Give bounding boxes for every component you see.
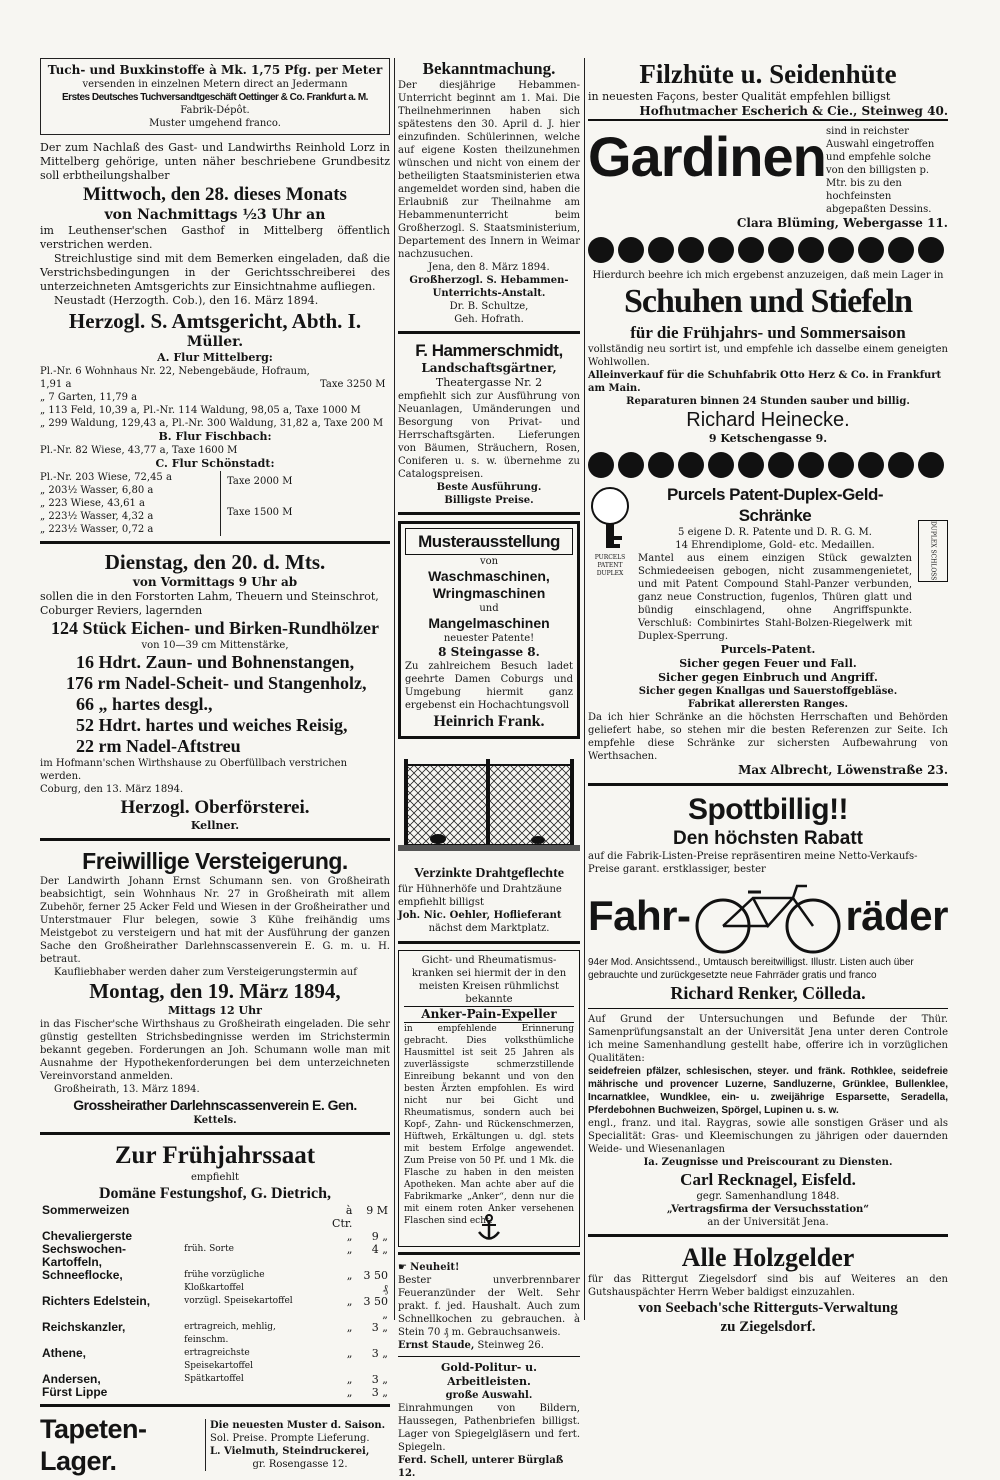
seed-unit: „: [346, 1295, 353, 1308]
seed-name: Sechswochen-Kartoffeln,: [42, 1242, 127, 1269]
purcel-sub1: 5 eigene D. R. Patente und D. R. G. M.: [678, 527, 872, 538]
seed-price: 4 „: [371, 1243, 388, 1256]
seed-row: [40, 1295, 390, 1321]
forst-date: Dienstag, den 20. d. Mts.: [104, 550, 326, 574]
heinecke-title: Schuhen und Stiefeln: [624, 283, 912, 320]
muster-sig: Heinrich Frank.: [433, 713, 545, 730]
gold-body: Einrahmungen von Bildern, Haussegen, Pathenbriefen billigst. Lager von Spiegelgläsern und fert. Spiegeln.: [398, 1403, 580, 1453]
renker-ad: [588, 792, 948, 1004]
saat-ad: [40, 1141, 390, 1399]
amtsgericht-authority: Herzogl. S. Amtsgericht, Abth. I.: [68, 309, 362, 333]
tuch-line4: Fabrik-Dépôt.: [180, 105, 250, 116]
seed-row: [40, 1386, 390, 1399]
heinecke-body: vollständig neu sortirt ist, und empfehle ich dasselbe einem geneigten Wohlwollen.: [588, 344, 948, 368]
heinecke-ad: [588, 269, 948, 446]
bekannt-dateline: Jena, den 8. März 1894.: [428, 262, 550, 273]
amtsgericht-time: von Nachmittags ½3 Uhr an: [104, 207, 326, 223]
divider: [588, 1008, 948, 1009]
purcel-claim: Purcels-Patent.: [720, 643, 816, 656]
seed-unit: „: [346, 1321, 353, 1334]
amtsgericht-notice: [40, 141, 390, 536]
versteigerung-notice: [40, 847, 390, 1127]
forst-item: 22 rm Nadel-Aftstreu: [76, 736, 241, 756]
saat-empfiehlt: empfiehlt: [190, 1172, 240, 1183]
amtsgericht-intro: Der zum Nachlaß des Gast- und Landwirths Reinhold Lorz in Mittelberg gehörige, unten näher beschriebene Grundbesitz soll erbtheilungshalber: [40, 141, 390, 182]
muster-l3: Mangelmaschinen: [428, 615, 550, 631]
flur-a-row: Pl.-Nr. 6 Wohnhaus Nr. 22, Nebengebäude, Hofraum, 1,91 a: [40, 366, 310, 390]
divider: [398, 331, 580, 334]
seed-unit: „: [346, 1269, 353, 1282]
anker-intro: Gicht- und Rheumatismus-kranken sei hiermit der in den meisten Kreisen rühmlichst bekannte: [411, 955, 567, 1005]
seed-note: [182, 1230, 321, 1243]
flur-a-heading: A. Flur Mittelberg:: [157, 351, 273, 364]
flur-c-row: „ 223 Wiese, 43,61 a: [40, 498, 146, 509]
gold-title: Gold-Politur- u. Arbeitleisten.: [441, 1361, 537, 1388]
purcel-sub2: 14 Ehrendiplome, Gold- etc. Medaillen.: [675, 540, 875, 551]
amtsgericht-dateline: Neustadt (Herzogth. Cob.), den 16. März 1894.: [54, 294, 319, 307]
seed-note: Spätkartoffel: [184, 1374, 244, 1384]
tuch-line3: Erstes Deutsches Tuchversandtgeschäft Oettinger & Co. Frankfurt a. M.: [62, 92, 368, 103]
divider: [588, 783, 948, 786]
dot-row-divider: [588, 237, 948, 263]
hammer-tag: Beste Ausführung.: [436, 482, 542, 493]
anker-body: in empfehlende Erinnerung gebracht. Dies volksthümliche Hausmittel ist seit 25 Jahren als zuverlässigste schmerzstillende Einreibung bekannt und von den besten Ärzten empfohlen. Es wird nicht nur bei Gicht und Rheumatismus, sondern auch bei Kopf-, Zahn- und Rückenschmerzen, Hüftweh, Erkältungen u. dgl. stets mit bestem Erfolge angewendet. Zum Preise von 50 Pf. und 1 Mk. die Flasche zu haben in den meisten Apotheken. Man achte aber auf die Fabrikmarke „Anker“, denn nur die mit einem roten Anker versehenen Flaschen sind echt.: [404, 1024, 574, 1226]
flur-b-row: Pl.-Nr. 82 Wiese, 43,77 a, Taxe 1600 M: [40, 445, 238, 456]
tapeten-title: Tapeten-Lager.: [40, 1414, 147, 1476]
versteigerung-date: Montag, den 19. März 1894,: [89, 979, 341, 1003]
purcel-claims: [588, 643, 948, 778]
renker-title: Spottbillig!!: [687, 793, 849, 826]
forst-authority: Herzogl. Oberförsterei.: [120, 797, 310, 818]
seed-name: Reichskanzler,: [42, 1320, 126, 1334]
seed-name: Athene,: [42, 1346, 87, 1360]
hut-ad: [588, 58, 948, 121]
seed-note: ertragreichste Speisekartoffel: [184, 1348, 253, 1371]
flur-a-row: „ 7 Garten, 11,79 a: [40, 392, 138, 403]
amtsgericht-signer: Müller.: [186, 334, 244, 350]
tuch-headline: Tuch- und Buxkinstoffe à Mk. 1,75 Pfg. per Meter: [47, 63, 383, 77]
versteigerung-call: Kaufliebhaber werden daher zum Versteigerungstermin auf: [54, 967, 357, 978]
flur-c-taxe2: Taxe 1500 M: [227, 507, 293, 518]
purcel-ad: [588, 484, 948, 643]
flur-a-row: „ 299 Waldung, 129,43 a, Pl.-Nr. 300 Waldung, 31,82 a, Taxe 200 M: [40, 418, 384, 429]
gardinen-title: Gardinen: [588, 125, 826, 188]
holz-sig1: von Seebach'sche Ritterguts-Verwaltung: [638, 1300, 898, 1316]
bekanntmachung-notice: [398, 58, 580, 326]
versteigerung-org: Grossheirather Darlehnscassenverein E. Gen.: [73, 1097, 357, 1113]
hammer-body: empfiehlt sich zur Ausführung von Neuanlagen, Umänderungen und Besorgung von Privat- und Herrschaftsgärten. Lieferungen von Bäumen, Sträuchern, Rosen, Coniferen u. s. w. übernehme zu Catalogspreisen.: [398, 391, 580, 480]
versteigerung-details: in das Fischer'sche Wirthshaus zu Großheirath eingeladen. Die sehr günstig gestellten Strichsbedingnisse werden im Strichstermin bekannt gegeben. Forderungen an Joh. Schumann wolle man mit Ausnahme der Hypothekenforderungen bei dem unterzeichneten Vereinvorstand anmelden.: [40, 1019, 390, 1082]
gold-sub: große Auswahl.: [445, 1390, 533, 1401]
seed-price: 3 50 „: [363, 1295, 388, 1321]
heinecke-repair: Reparaturen binnen 24 Stunden sauber und billig.: [626, 396, 910, 407]
heinecke-addr: 9 Ketschengasse 9.: [708, 432, 828, 445]
holzgelder-notice: [588, 1243, 948, 1337]
muster-l4: neuester Patente!: [443, 633, 535, 644]
purcel-tail: Da ich hier Schränke an die höchsten Herrschaften und Behörden geliefert habe, so stehen mir die besten Referenzen zur Seite. Ich empfehle diese Schränke zur sichersten Aufbewahrung von Werthsachen.: [588, 712, 948, 762]
wire-fence-illustration: [398, 745, 580, 861]
hammer-addr: Theatergasse Nr. 2: [435, 376, 543, 389]
renker-sub: Den höchsten Rabatt: [672, 828, 864, 849]
seed-name: Chevaliergerste: [42, 1229, 133, 1243]
purcel-body: Mantel aus einem einzigen Stück gewalzten Schmiedeeisen gebogen, nicht zusammengenietet, und mit Patent Compound Stahl-Panzer verbunden, ganz neue Construction, fugenlos, Thüren glatt und bündig einschlagend, ohne Angriffspunkte. Verschluß: Combinirtes Stahl-Bolzen-Riegelwerk mit Duplex-Sperrung.: [638, 553, 912, 642]
seed-price: 3 „: [371, 1386, 388, 1399]
renker-sig: Richard Renker, Cölleda.: [670, 983, 866, 1003]
tapeten-line: L. Vielmuth, Steindruckerei,: [210, 1446, 370, 1457]
seed-row: [40, 1243, 390, 1269]
forst-item: 66 „ hartes desgl.,: [76, 694, 213, 714]
seed-name: Andersen,: [42, 1372, 101, 1386]
renker-raeder: räder: [845, 892, 948, 939]
seed-name: Fürst Lippe: [42, 1385, 108, 1399]
flur-c-taxe1: Taxe 2000 M: [227, 476, 293, 487]
dot-row-divider: [588, 452, 948, 478]
bekannt-body: Der diesjährige Hebammen-Unterricht beginnt am 1. Mai. Die Theilnehmerinnen haben sich spätestens den 30. April d. J. hier einzufinden. Schülerinnen, welche auf eigene Kosten theilzunehmen wünschen und nicht von einem der betheiligten Staatsministerien etwa angemeldet worden sind, haben die Erlaubniß zur Theilnahme am Hebammenunterricht beim Großherzogl. S. Staatsministerium, Departement des Innern in Weimar nachzusuchen.: [398, 80, 580, 260]
seed-note: [182, 1204, 321, 1230]
column-left: [40, 58, 390, 1477]
tuch-line5: Muster umgehend franco.: [149, 118, 281, 129]
tapeten-line: gr. Rosengasse 12.: [252, 1459, 348, 1470]
recknagel-since: gegr. Samenhandlung 1848.: [696, 1191, 840, 1202]
tapeten-line: Die neuesten Muster d. Saison.: [210, 1420, 386, 1431]
divider: [40, 838, 390, 841]
flur-b-heading: B. Flur Fischbach:: [158, 430, 272, 443]
hand-pointer-icon: ☛: [398, 1262, 411, 1273]
recknagel-grass: engl., franz. und ital. Raygras, sowie alle sonstigen Gräser und als Specialität: Gras- und Kleemischungen zu jährigen oder dauernden Weide- und Wiesenanlagen: [588, 1118, 948, 1155]
seed-name: Richters Edelstein,: [42, 1294, 151, 1308]
column-right: [588, 58, 948, 1337]
heinecke-intro: Hierdurch beehre ich mich ergebenst anzuzeigen, daß mein Lager in: [592, 270, 944, 281]
muster-title: Musterausstellung: [405, 528, 573, 555]
bicycle-illustration: [693, 876, 843, 956]
hut-body: in neuesten Façons, bester Qualität empfehlen billigst: [588, 90, 891, 103]
amtsgericht-date: Mittwoch, den 28. dieses Monats: [83, 184, 347, 205]
tuch-line2: versenden in einzelnen Metern direct an Jedermann: [82, 79, 348, 90]
seed-note: vorzügl. Speisekartoffel: [184, 1296, 293, 1306]
divider: [40, 1404, 390, 1407]
purcel-claim: Sicher gegen Feuer und Fall.: [679, 657, 857, 670]
flur-a-row: „ 113 Feld, 10,39 a, Pl.-Nr. 114 Waldung, 98,05 a, Taxe 1000 M: [40, 405, 361, 416]
muster-l5: 8 Steingasse 8.: [438, 645, 540, 659]
staude-head: Neuheit!: [410, 1262, 460, 1273]
versteigerung-signer: Kettels.: [193, 1115, 237, 1126]
forst-place: im Hofmann'schen Wirthshause zu Oberfüllbach verstrichen werden.: [40, 758, 348, 782]
muster-body: Zu zahlreichem Besuch ladet geehrte Damen Coburgs und Umgebung hiermit ganz ergebenst ein Hochachtungsvoll: [405, 661, 573, 711]
holz-body: für das Rittergut Ziegelsdorf sind bis auf Weiteres an den Gutshauspächter Herrn Weber baldigst einzuzahlen.: [588, 1274, 948, 1298]
seed-unit: „: [346, 1243, 353, 1256]
renker-body2: 94er Mod. Ansichtssend., Umtausch bereitwilligst. Illustr. Listen auch über gebrauchte und zurückgesetzte neue Fahrräder gratis und franco: [588, 957, 914, 981]
holz-title: Alle Holzgelder: [681, 1243, 855, 1272]
seed-row: [40, 1321, 390, 1347]
key-illustration: [588, 484, 632, 554]
seed-note: ertragreich, mehlig, feinschm.: [184, 1322, 276, 1345]
staude-addr: Steinweg 26.: [477, 1340, 544, 1351]
heinecke-agent: Alleinverkauf für die Schuhfabrik Otto Herz & Co. in Frankfurt am Main.: [588, 370, 942, 394]
muster-l1: Waschmaschinen,: [428, 568, 550, 584]
seed-note: frühe vorzügliche Kloßkartoffel: [184, 1270, 265, 1293]
flur-a-block: [40, 365, 390, 404]
hut-sig: Hofhutmacher Escherich & Cie., Steinweg 40.: [588, 104, 948, 121]
muster-ad: [398, 521, 580, 739]
divider: [398, 941, 580, 944]
forst-signer: Kellner.: [190, 819, 240, 832]
seed-price: 3 „: [371, 1321, 388, 1334]
draht-body: für Hühnerhöfe und Drahtzäune empfiehlt billigst: [398, 884, 562, 908]
recknagel-firm: „Vertragsfirma der Versuchsstation“: [666, 1204, 870, 1215]
seed-price: 3 „: [371, 1347, 388, 1360]
badge-text: DUPLEX SCHLOSS: [929, 521, 937, 581]
muster-von: von: [479, 556, 499, 567]
draht-sig: Joh. Nic. Oehler, Hoflieferant: [398, 910, 562, 921]
divider: [588, 1234, 948, 1237]
seed-name: Sommerweizen: [42, 1203, 130, 1217]
recknagel-uni: an der Universität Jena.: [707, 1217, 829, 1228]
forst-notice: [40, 550, 390, 833]
seed-unit: „: [346, 1230, 353, 1243]
divider: [40, 1132, 390, 1135]
column-middle: [398, 58, 580, 1480]
seed-unit: à Ctr.: [332, 1204, 353, 1230]
staude-ad: [398, 1261, 580, 1352]
versteigerung-body: Der Landwirth Johann Ernst Schumann sen. von Großheirath beabsichtigt, sein Wohnhaus Nr. 27 in Großheirath mit allem Zubehör, ferner 25 Acker Feld und Wiesen in der Großheirather und Unterstmauer Flur belegen, sowie 3 Kühe freihändig ums Meistgebot zu versteigern und hat mit der Ausführung der ganzen Sache den Großheirather Darlehnscassenverein E. G. m. u. H. betraut.: [40, 876, 390, 965]
divider: [40, 541, 390, 544]
flur-c-heading: C. Flur Schönstadt:: [155, 457, 275, 470]
seed-note: [182, 1386, 321, 1399]
holz-sig2: zu Ziegelsdorf.: [720, 1319, 816, 1335]
versteigerung-dateline: Großheirath, 13. März 1894.: [54, 1084, 200, 1095]
flur-c-block: [40, 471, 390, 536]
purcel-claim: Sicher gegen Einbruch und Angriff.: [658, 671, 878, 684]
badge-text: PURCELS PATENT: [594, 554, 626, 569]
gold-sig: Ferd. Schell, unterer Bürglaß 12.: [398, 1455, 564, 1479]
seed-row: [40, 1347, 390, 1373]
gold-ad: [398, 1361, 580, 1480]
gardinen-side: sind in reichster Auswahl eingetroffen und empfehle solche von den billigsten p. Mtr. bis zu den hochfeinsten abgepaßten Dessins.: [826, 126, 935, 215]
amtsgericht-place: im Leuthenser'schen Gasthof in Mittelberg öffentlich verstrichen werden.: [40, 224, 390, 251]
gardinen-sig: Clara Blüming, Webergasse 11.: [736, 216, 948, 230]
draht-title: Verzinkte Drahtgeflechte: [414, 866, 564, 881]
recknagel-list: seidefreien pfälzer, schlesischen, steyer. und fränk. Rothklee, seidefreie mährische und provencer Luzerne, Sandluzerne, Grünklee, Bullenklee, Incarnatklee, Wundklee, ein- u. zweijährige Esparsette, Seradella, Pferdebohnen Buchweizen, Spörgel, Lupinen u. s. w.: [588, 1066, 948, 1116]
renker-body1: auf die Fabrik-Listen-Preise repräsentiren meine Netto-Verkaufs-Preise garant. erstklassiger, bester: [588, 851, 918, 875]
muster-l2: Wringmaschinen: [432, 585, 546, 601]
divider: [398, 1252, 580, 1255]
flur-c-row: „ 203½ Wasser, 6,80 a: [40, 485, 154, 496]
staude-sig: Ernst Staude,: [398, 1340, 475, 1351]
draht-ad: [398, 745, 580, 935]
hammerschmidt-ad: [398, 340, 580, 507]
seed-unit: „: [346, 1386, 353, 1399]
recknagel-sig: Carl Recknagel, Eisfeld.: [680, 1170, 856, 1189]
hammer-name: F. Hammerschmidt,: [415, 341, 563, 360]
seed-price: 9 „: [371, 1230, 388, 1243]
gardinen-ad: [588, 125, 948, 231]
forst-intro: sollen die in den Forstorten Lahm, Theuern und Steinschrot, Coburger Reviers, lagernden: [40, 590, 379, 617]
recknagel-body: Auf Grund der Untersuchungen und Befunde der Thür. Samenprüfungsanstalt an der Universität Jena unter deren Controle ich meine Samenhandlung gestellt habe, offerire ich in vorzüglichen Qualitäten:: [588, 1014, 948, 1064]
forst-dateline: Coburg, den 13. März 1894.: [40, 784, 184, 795]
tapeten-ad: [40, 1413, 390, 1477]
forst-item: 16 Hdrt. Zaun- und Bohnenstangen,: [76, 652, 355, 672]
seed-price: 3 „: [371, 1373, 388, 1386]
recknagel-ad: [588, 1013, 948, 1229]
hammer-tag: Billigste Preise.: [444, 495, 534, 506]
purcel-title: Purcels Patent-Duplex-Geld-Schränke: [666, 485, 884, 525]
fahrraeder-row: [588, 876, 948, 956]
flur-c-row: Pl.-Nr. 203 Wiese, 72,45 a: [40, 472, 172, 483]
bekannt-signer: Dr. B. Schultze,: [449, 301, 529, 312]
seed-price-table: [40, 1204, 390, 1399]
muster-und: und: [479, 603, 499, 614]
purcel-sig: Max Albrecht, Löwenstraße 23.: [738, 763, 948, 777]
seed-price: 3 50 ₰: [363, 1269, 388, 1295]
flur-a-taxe: Taxe 3250 M: [320, 379, 386, 390]
renker-fahr: Fahr-: [588, 892, 691, 939]
heinecke-sig: Richard Heinecke.: [686, 409, 850, 431]
forst-item: 52 Hdrt. hartes und weiches Reisig,: [76, 715, 348, 735]
heinecke-sub: für die Frühjahrs- und Sommersaison: [630, 323, 906, 342]
forst-item-sub: von 10—39 cm Mittenstärke,: [141, 640, 289, 651]
versteigerung-time: Mittags 12 Uhr: [168, 1004, 262, 1017]
forst-time: von Vormittags 9 Uhr ab: [132, 575, 298, 589]
tapeten-line: Sol. Preise. Prompte Lieferung.: [210, 1433, 370, 1444]
bekannt-title: Bekanntmachung.: [422, 59, 556, 78]
seed-price: 9 M: [366, 1204, 388, 1217]
flur-c-row: „ 223½ Wasser, 0,72 a: [40, 524, 154, 535]
seed-row: [40, 1269, 390, 1295]
hammer-prof: Landschaftsgärtner,: [421, 361, 557, 375]
bekannt-rank: Geh. Hofrath.: [454, 314, 524, 325]
flur-c-row: „ 223½ Wasser, 4,32 a: [40, 511, 154, 522]
badge-text: DUPLEX: [596, 570, 624, 577]
purcel-claim: Sicher gegen Knallgas und Sauerstoffgebläse.: [638, 686, 898, 697]
seed-unit: „: [346, 1373, 353, 1386]
saat-title: Zur Frühjahrssaat: [114, 1142, 316, 1169]
seed-row: [40, 1204, 390, 1230]
seed-name: Schneeflocke,: [42, 1268, 123, 1282]
tuch-ad: [40, 58, 390, 135]
forst-item: 176 rm Nadel-Scheit- und Stangenholz,: [66, 673, 367, 693]
hut-title: Filzhüte u. Seidenhüte: [639, 59, 897, 89]
divider: [398, 1356, 580, 1357]
anker-product: Anker-Pain-Expeller: [404, 1006, 574, 1023]
recknagel-zeugnisse: Ia. Zeugnisse und Preiscourant zu Diensten.: [643, 1157, 893, 1168]
versteigerung-title: Freiwillige Versteigerung.: [82, 848, 348, 874]
forst-item: 124 Stück Eichen- und Birken-Rundhölzer: [50, 618, 380, 638]
anker-ad: [398, 950, 580, 1247]
divider: [398, 512, 580, 515]
seed-unit: „: [346, 1347, 353, 1360]
staude-body: Bester unverbrennbarer Feueranzünder der Welt. Sehr prakt. f. jed. Haushalt. Auch zum Schnellkochen zu gebrauchen. à Stein 70 ₰ m. Gebrauchsanweis.: [398, 1275, 580, 1338]
bekannt-org: Großherzogl. S. Hebammen-Unterrichts-Anstalt.: [409, 275, 569, 299]
amtsgericht-conditions: Streichlustige sind mit dem Bemerken eingeladen, daß die Verstrichsbedingungen in der Gerichtsschreiberei des unterzeichneten Amtsgerichts zur Einsichtnahme aufliegen.: [40, 252, 390, 293]
draht-loc: nächst dem Marktplatz.: [428, 923, 550, 934]
purcel-claim: Fabrikat allerersten Ranges.: [687, 699, 849, 710]
saat-domain: Domäne Festungshof, G. Dietrich,: [99, 1185, 331, 1202]
seed-note: früh. Sorte: [184, 1244, 234, 1254]
